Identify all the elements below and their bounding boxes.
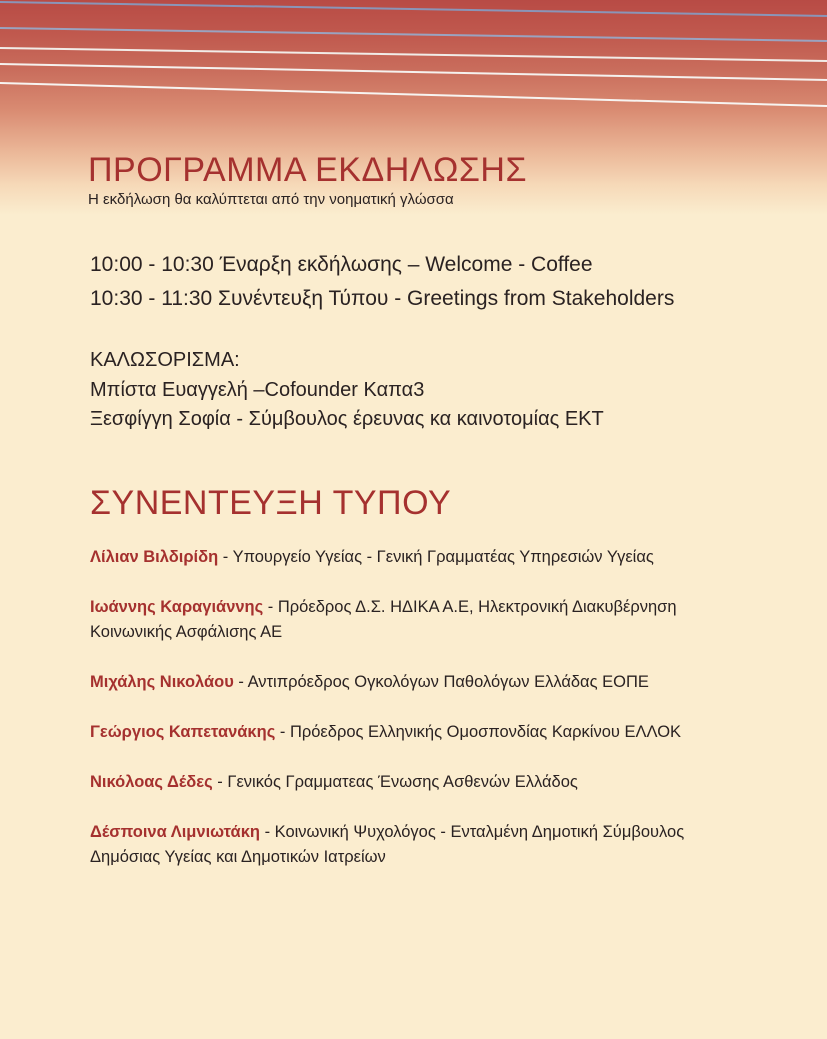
speaker-name: Νικόλοας Δέδες: [90, 773, 213, 791]
speaker-name: Μιχάλης Νικολάου: [90, 673, 234, 691]
speaker-name: Γεώργιος Καπετανάκης: [90, 723, 276, 741]
speaker-name: Δέσποινα Λιμνιωτάκη: [90, 823, 260, 841]
speaker-entry: [90, 720, 710, 745]
speaker-role: - Αντιπρόεδρος Ογκολόγων Παθολόγων Ελλάδας ΕΟΠΕ: [233, 673, 649, 691]
speaker-list: [90, 545, 710, 895]
speaker-entry: [90, 595, 710, 645]
press-section-title: ΣΥΝΕΝΤΕΥΞΗ ΤΥΠΟΥ: [90, 484, 452, 522]
speaker-role: - Γενικός Γραμματεας Ένωσης Ασθενών Ελλάδος: [212, 773, 578, 791]
page-subtitle: Η εκδήλωση θα καλύπτεται από την νοηματική γλώσσα: [88, 191, 454, 208]
speaker-role: - Υπουργείο Υγείας - Γενική Γραμματέας Υπηρεσιών Υγείας: [218, 548, 654, 566]
speaker-entry: [90, 820, 710, 870]
speaker-role: - Κοινωνική Ψυχολόγος - Ενταλμένη Δημοτική Σύμβουλος Δημόσιας Υγείας και Δημοτικών Ιατρείων: [90, 823, 685, 866]
speaker-role: - Πρόεδρος Δ.Σ. ΗΔΙΚΑ Α.Ε, Ηλεκτρονική Διακυβέρνηση Κοινωνικής Ασφάλισης ΑΕ: [90, 598, 677, 641]
decorative-header-lines: [0, 0, 827, 120]
welcome-item: Ξεσφίγγη Σοφία - Σύμβουλος έρευνας κα καινοτομίας ΕΚΤ: [90, 408, 604, 430]
schedule-list: [90, 248, 790, 316]
welcome-section: [90, 344, 790, 434]
speaker-entry: [90, 545, 710, 570]
speaker-name: Λίλιαν Βιλδιρίδη: [90, 548, 219, 566]
speaker-role: - Πρόεδρος Ελληνικής Ομοσπονδίας Καρκίνου ΕΛΛΟΚ: [275, 723, 682, 741]
schedule-item: 10:30 - 11:30 Συνέντευξη Τύπου - Greetings from Stakeholders: [90, 287, 675, 310]
speaker-entry: [90, 670, 710, 695]
page-title: ΠΡΟΓΡΑΜΜΑ ΕΚΔΗΛΩΣΗΣ: [88, 151, 527, 189]
speaker-entry: [90, 770, 710, 795]
welcome-item: Μπίστα Ευαγγελή –Cofounder Καπα3: [90, 379, 425, 401]
welcome-heading: ΚΑΛΩΣΟΡΙΣΜΑ:: [90, 349, 240, 371]
schedule-item: 10:00 - 10:30 Έναρξη εκδήλωσης – Welcome - Coffee: [90, 253, 593, 276]
speaker-name: Ιωάννης Καραγιάννης: [90, 598, 264, 616]
